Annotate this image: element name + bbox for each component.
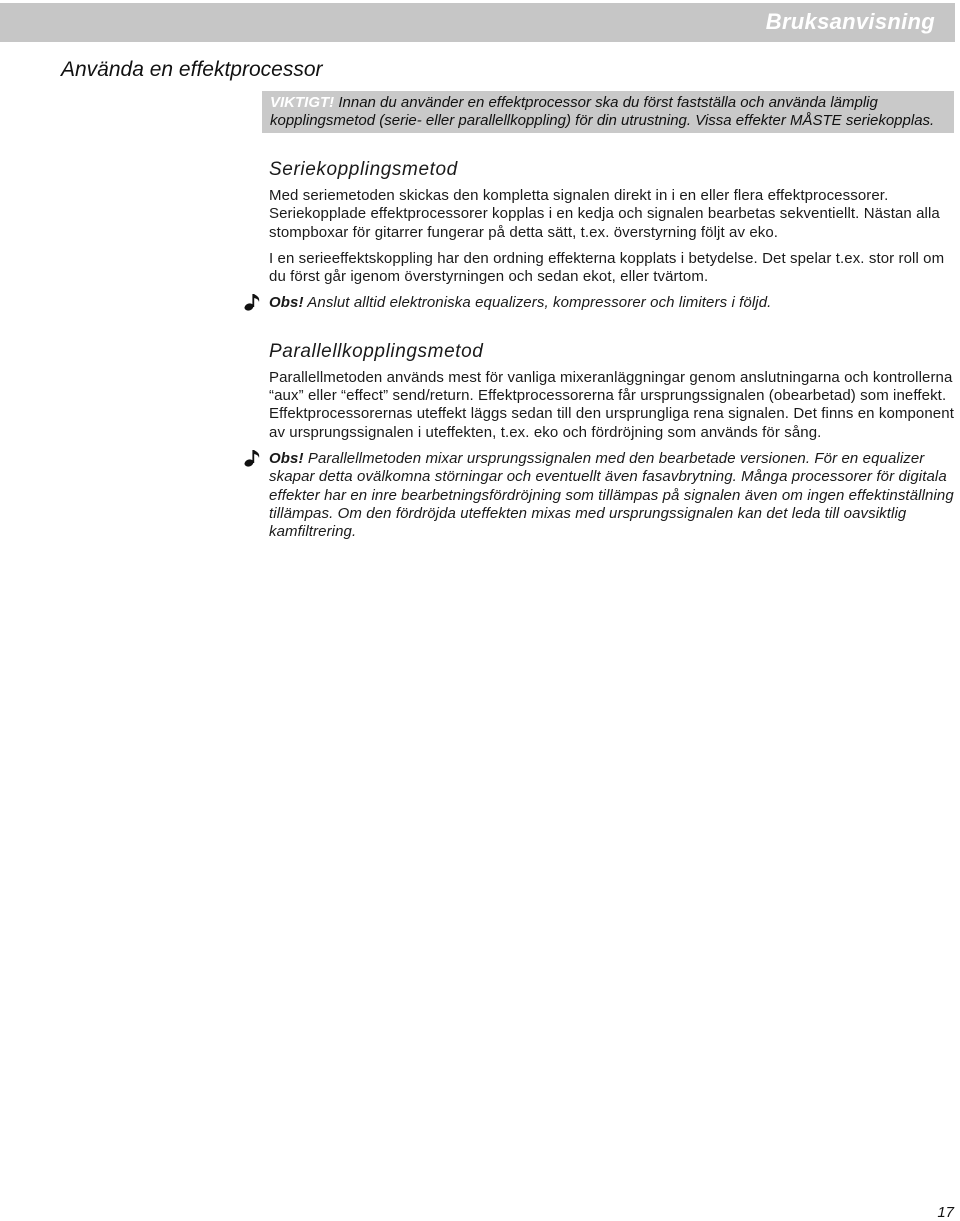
series-note xyxy=(269,294,955,312)
series-note-label: Obs! xyxy=(269,294,304,312)
parallel-note-text: Parallellmetoden mixar ursprungssignalen med den bearbetade versionen. För en equalizer skapar detta ovälkomna störningar och eventuellt även fasavbrytning. Många processorer för digitala effekter har en inre bearbetningsfördröjning som tillämpas på signalen även om ingen effektinställning tillämpas. Om den fördröjda uteffekten mixas med ursprungssignalen kan det leda till oavsiktlig kamfiltrering. xyxy=(269,449,954,541)
main-content xyxy=(269,157,955,549)
music-note-icon xyxy=(243,292,263,312)
important-label: VIKTIGT! xyxy=(270,94,335,111)
page-title: Använda en effektprocessor xyxy=(61,58,323,81)
important-text: Innan du använder en effektprocessor ska du först fastställa och använda lämplig kopplingsmetod (serie- eller parallellkoppling) för din utrustning. Vissa effekter MÅSTE seriekopplas. xyxy=(270,94,935,129)
series-note-text: Anslut alltid elektroniska equalizers, kompressorer och limiters i följd. xyxy=(303,294,772,312)
music-note-icon xyxy=(243,448,263,468)
parallel-note xyxy=(269,450,955,541)
header-title: Bruksanvisning xyxy=(765,9,935,34)
parallel-note-label: Obs! xyxy=(269,449,304,467)
series-paragraph-2: I en serieeffektskoppling har den ordning effekterna kopplats i betydelse. Det spelar t.ex. stor roll om du först går igenom överstyrningen och sedan ekot, eller tvärtom. xyxy=(269,249,945,286)
parallel-paragraph-1: Parallellmetoden används mest för vanliga mixeranläggningar genom anslutningarna och kontrollerna “aux” eller “effect” send/return. Effektprocessorerna får ursprungssignalen (obearbetad) som ineffekt. Effektprocessorernas uteffekt läggs sedan till den ursprungliga rena signalen. Det finns en komponent av ursprungssignalen i uteffekten, t.ex. eko och fördröjning som används för sång. xyxy=(269,368,954,441)
page-number: 17 xyxy=(937,1204,954,1221)
series-heading: Seriekopplingsmetod xyxy=(269,159,458,180)
series-paragraph-1: Med seriemetoden skickas den kompletta signalen direkt in i en eller flera effektprocessorer. Seriekopplade effektprocessorer kopplas i en kedja och signalen bearbetas sekventiellt. Nästan alla stompboxar för gitarrer fungerar på detta sätt, t.ex. överstyrning följt av eko. xyxy=(269,187,940,241)
parallel-heading: Parallellkopplingsmetod xyxy=(269,340,484,362)
header-band xyxy=(0,3,955,42)
important-notice xyxy=(262,91,954,133)
